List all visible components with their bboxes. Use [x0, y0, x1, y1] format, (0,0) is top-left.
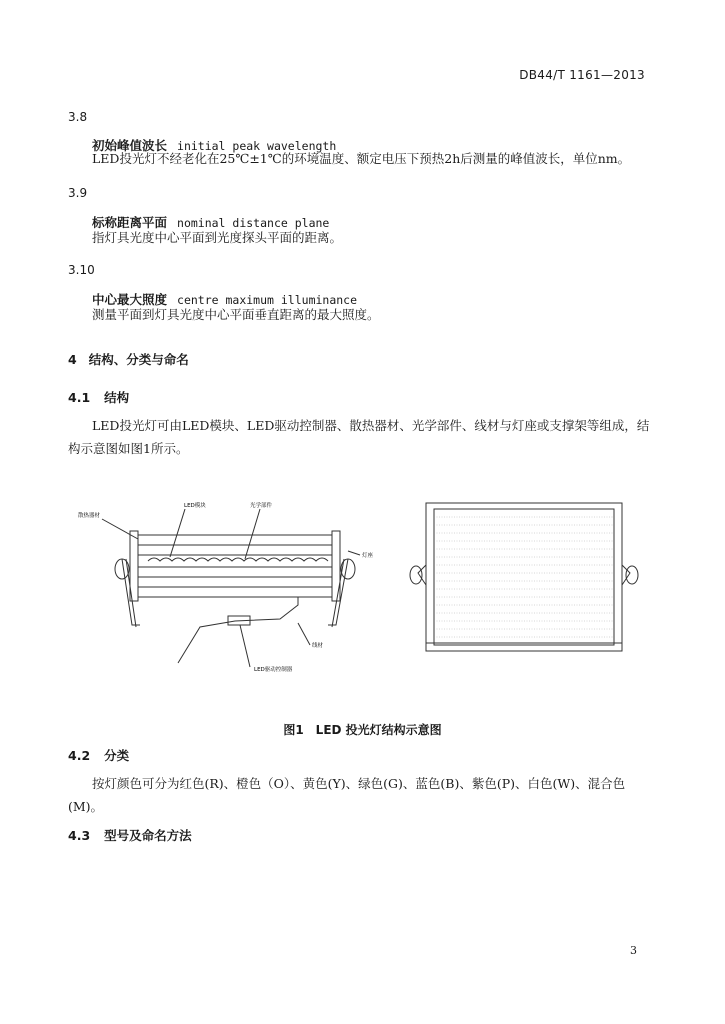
front-left-knob [410, 566, 422, 584]
paragraph-4-2-line-2: (M)。 [68, 799, 104, 814]
section-number-3-9: 3.9 [68, 186, 88, 200]
figure-1-diagram [60, 495, 660, 700]
term-en: centre maximum illuminance [177, 293, 358, 307]
definition-3-10: 测量平面到灯具光度中心平面垂直距离的最大照度。 [92, 307, 380, 322]
front-right-knob [626, 566, 638, 584]
section-heading-4-2 [68, 746, 129, 764]
section-number-3-8: 3.8 [68, 110, 88, 124]
front-view-drawing [410, 503, 638, 651]
section-number-3-10: 3.10 [68, 263, 95, 277]
section-heading-4-1 [68, 388, 129, 406]
term-zh: 标称距离平面 [92, 215, 168, 230]
term-en: nominal distance plane [177, 216, 330, 230]
page-number: 3 [630, 944, 637, 957]
section-number: 4 [68, 352, 77, 367]
section-title: 结构、分类与命名 [88, 352, 189, 367]
label-optics: 光学部件 [250, 503, 273, 509]
section-number: 4.2 [68, 748, 91, 763]
document-code: DB44/T 1161—2013 [519, 68, 645, 82]
figure-1-caption: 图1 LED 投光灯结构示意图 [283, 723, 442, 737]
term-en: initial peak wavelength [177, 139, 337, 153]
term-zh: 初始峰值波长 [92, 138, 168, 153]
label-lamp-base: 灯座 [362, 553, 374, 559]
section-number: 4.1 [68, 390, 91, 405]
label-heatsink: 散热器材 [78, 513, 101, 519]
definition-3-8: LED投光灯不经老化在25℃±1℃的环境温度、额定电压下预热2h后测量的峰值波长，单位nm。 [92, 151, 631, 166]
definition-3-9: 指灯具光度中心平面到光度探头平面的距离。 [92, 230, 343, 245]
lamp-housing [138, 535, 332, 597]
section-number: 4.3 [68, 828, 91, 843]
section-heading-4-3 [68, 826, 192, 844]
label-driver: LED驱动控制器 [254, 667, 293, 673]
section-heading-4 [68, 350, 189, 368]
cable [178, 597, 298, 663]
optical-parts [148, 558, 328, 561]
section-title: 型号及命名方法 [104, 828, 192, 843]
section-title: 结构 [104, 390, 130, 405]
paragraph-4-2-line-1: 按灯颜色可分为红色(R)、橙色（O）、黄色(Y)、绿色(G)、蓝色(B)、紫色(P)、白色(W)、混合色 [92, 776, 626, 791]
label-led-module: LED模块 [184, 503, 206, 509]
front-frame [426, 503, 622, 651]
term-zh: 中心最大照度 [92, 292, 168, 307]
label-wire: 线材 [312, 643, 324, 649]
section-title: 分类 [104, 748, 130, 763]
led-grid-panel [434, 509, 614, 645]
paragraph-4-1-line-2: 构示意图如图1所示。 [68, 441, 189, 456]
paragraph-4-1-line-1: LED投光灯可由LED模块、LED驱动控制器、散热器材、光学部件、线材与灯座或支撑架等组成，结 [92, 418, 650, 433]
